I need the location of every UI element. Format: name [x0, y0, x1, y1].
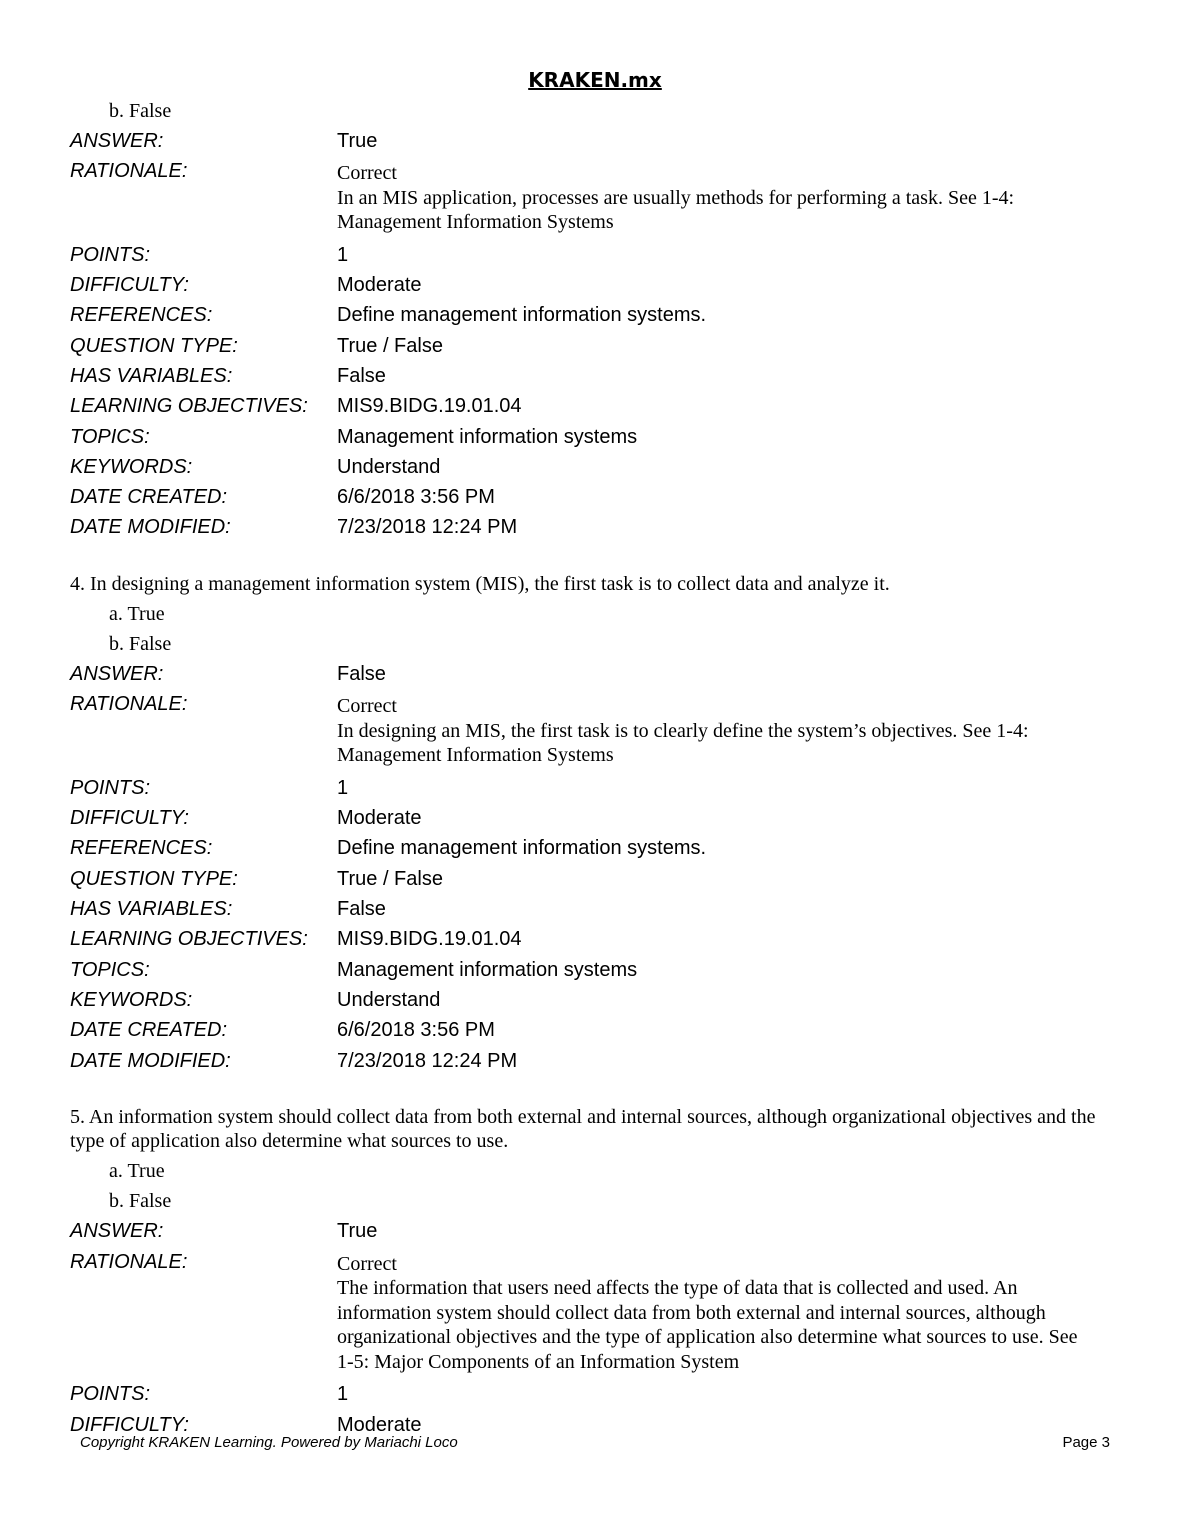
field-label: POINTS:: [70, 1383, 151, 1406]
rationale-detail: In designing an MIS, the first task is to clearly define the system’s objectives. See 1-4: Management Information Systems: [337, 719, 1029, 767]
field-label: DIFFICULTY:: [70, 807, 189, 830]
copyright-text: Copyright KRAKEN Learning. Powered by Mariachi Loco: [80, 1434, 458, 1451]
answer-row: [70, 659, 1115, 689]
question-4-text: 4. In designing a management information system (MIS), the first task is to collect data and analyze it.: [70, 572, 890, 595]
difficulty-row: [70, 270, 1115, 300]
field-label: ANSWER:: [70, 130, 164, 152]
field-label: DATE MODIFIED:: [70, 1049, 231, 1072]
field-value: True / False: [337, 334, 443, 357]
field-value: False: [337, 364, 386, 387]
date-created-row: [70, 482, 1115, 512]
references-row: [70, 833, 1115, 863]
field-label: TOPICS:: [70, 425, 150, 448]
date-created-row: [70, 1015, 1115, 1045]
field-label: DATE CREATED:: [70, 486, 228, 509]
field-label: DATE CREATED:: [70, 1019, 228, 1042]
points-row: [70, 1379, 1115, 1409]
points-row: [70, 240, 1115, 270]
field-value: 1: [337, 243, 349, 266]
rationale-row: [70, 1247, 1115, 1380]
field-value: MIS9.BIDG.19.01.04: [337, 395, 522, 418]
field-label: POINTS:: [70, 243, 151, 266]
field-value: True / False: [337, 867, 443, 890]
field-label: ANSWER:: [70, 663, 164, 686]
field-value: Define management information systems.: [337, 837, 707, 860]
field-label: RATIONALE:: [70, 160, 188, 183]
page-title: KRAKEN.mx: [528, 68, 662, 92]
page-number: Page 3: [1062, 1434, 1110, 1451]
rationale-detail: In an MIS application, processes are usually methods for performing a task. See 1-4: Management Information Systems: [337, 186, 1015, 234]
rationale-text: [337, 689, 1097, 773]
field-value: Define management information systems.: [337, 304, 707, 327]
question-type-row: [70, 864, 1115, 894]
field-label: ANSWER:: [70, 1220, 164, 1243]
option-b: b. False: [109, 100, 172, 122]
learning-objectives-row: [70, 924, 1115, 954]
points-row: [70, 773, 1115, 803]
option-b: b. False: [109, 633, 172, 656]
field-label: KEYWORDS:: [70, 455, 193, 478]
field-label: REFERENCES:: [70, 837, 213, 860]
field-value: 6/6/2018 3:56 PM: [337, 1019, 495, 1042]
rationale-text: [337, 1247, 1097, 1380]
rationale-verdict: Correct: [337, 695, 397, 718]
field-value: 1: [337, 776, 349, 799]
field-value: 6/6/2018 3:56 PM: [337, 486, 495, 509]
field-value: Understand: [337, 455, 441, 478]
field-label: RATIONALE:: [70, 693, 188, 716]
field-value: 7/23/2018 12:24 PM: [337, 1049, 518, 1072]
question-3-metadata: [70, 126, 1115, 543]
keywords-row: [70, 985, 1115, 1015]
field-value: True: [337, 130, 378, 152]
references-row: [70, 300, 1115, 330]
question-type-row: [70, 331, 1115, 361]
field-value: MIS9.BIDG.19.01.04: [337, 928, 522, 951]
field-value: Management information systems: [337, 958, 638, 981]
field-value: Moderate: [337, 274, 422, 297]
option-b: b. False: [109, 1190, 172, 1213]
date-modified-row: [70, 512, 1115, 542]
has-variables-row: [70, 894, 1115, 924]
option-a: a. True: [109, 603, 165, 626]
difficulty-row: [70, 803, 1115, 833]
learning-objectives-row: [70, 391, 1115, 421]
field-value: Management information systems: [337, 425, 638, 448]
date-modified-row: [70, 1046, 1115, 1076]
field-label: DIFFICULTY:: [70, 1413, 189, 1436]
rationale-text: [337, 156, 1097, 240]
rationale-row: [70, 689, 1115, 773]
answer-row: [70, 126, 1115, 156]
field-label: LEARNING OBJECTIVES:: [70, 395, 308, 418]
keywords-row: [70, 452, 1115, 482]
field-label: TOPICS:: [70, 958, 150, 981]
rationale-row: [70, 156, 1115, 240]
field-label: QUESTION TYPE:: [70, 334, 238, 357]
field-label: HAS VARIABLES:: [70, 898, 233, 921]
topics-row: [70, 422, 1115, 452]
field-label: RATIONALE:: [70, 1250, 188, 1273]
answer-row: [70, 1216, 1115, 1246]
field-label: LEARNING OBJECTIVES:: [70, 928, 308, 951]
field-value: Moderate: [337, 807, 422, 830]
field-value: 1: [337, 1383, 349, 1406]
field-label: KEYWORDS:: [70, 988, 193, 1011]
rationale-detail: The information that users need affects the type of data that is collected and used. An information system should collect data from both external and internal sources, although organizational objectives and the type of application also determine what sources to use. See 1-5: Major Components of an Information System: [337, 1277, 1078, 1373]
field-value: Understand: [337, 988, 441, 1011]
question-5-text: 5. An information system should collect data from both external and internal sources, although organizational objectives and the type of application also determine what sources to use.: [70, 1105, 1096, 1153]
field-value: False: [337, 898, 386, 921]
topics-row: [70, 955, 1115, 985]
question-5-metadata: [70, 1216, 1115, 1439]
field-label: REFERENCES:: [70, 304, 213, 327]
field-label: QUESTION TYPE:: [70, 867, 238, 890]
field-value: False: [337, 663, 386, 686]
field-label: POINTS:: [70, 776, 151, 799]
rationale-verdict: Correct: [337, 1252, 397, 1275]
field-label: DIFFICULTY:: [70, 274, 189, 297]
rationale-verdict: Correct: [337, 162, 397, 185]
field-label: DATE MODIFIED:: [70, 516, 231, 539]
option-a: a. True: [109, 1160, 165, 1183]
field-value: Moderate: [337, 1413, 422, 1436]
page-footer: [80, 1434, 1110, 1451]
field-value: 7/23/2018 12:24 PM: [337, 516, 518, 539]
has-variables-row: [70, 361, 1115, 391]
question-4-metadata: [70, 659, 1115, 1076]
field-label: HAS VARIABLES:: [70, 364, 233, 387]
field-value: True: [337, 1220, 378, 1243]
question-content: [70, 96, 1115, 1440]
